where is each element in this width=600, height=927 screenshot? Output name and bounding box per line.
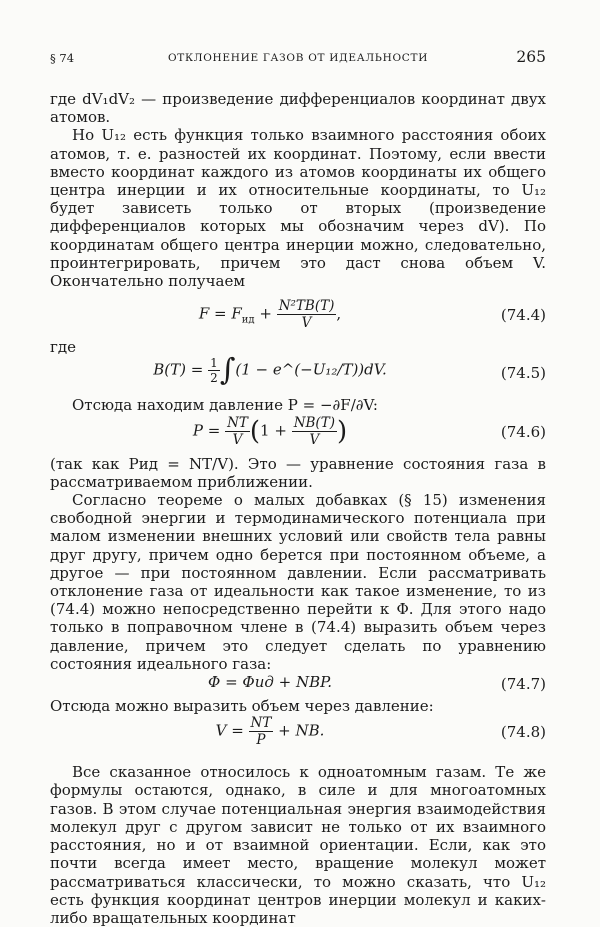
fraction: $\frac{NT}{V}$ bbox=[227, 414, 248, 448]
paragraph-7: Отсюда можно выразить объем через давление: bbox=[50, 697, 434, 716]
fraction: $\frac{1}{2}$ bbox=[210, 356, 218, 386]
fraction: $\frac{NT}{P}$ bbox=[250, 715, 272, 749]
paragraph-4: Отсюда находим давление P = −∂F/∂V: bbox=[72, 396, 378, 415]
paragraph-1: где dV₁dV₂ — произведение дифференциалов координат двух атомов. bbox=[50, 90, 546, 127]
equation-number: (74.7) bbox=[500, 675, 546, 694]
equation-number: (74.5) bbox=[500, 364, 546, 383]
equation-number: (74.4) bbox=[500, 306, 546, 325]
equation-74-8-formula: V = $\frac{NT}{P}$ + NB. bbox=[215, 715, 325, 749]
fraction: $\frac{\text{N²TB(T)}}{V}$ bbox=[278, 298, 335, 332]
fraction: $\frac{NB(T)}{V}$ bbox=[293, 414, 335, 448]
equation-74-5-formula: B(T) = $\frac{1}{2}$ ∫(1 − e^(−U₁₂/T))dV. bbox=[153, 352, 387, 388]
running-head bbox=[50, 48, 546, 72]
paragraph-8: Все сказанное относилось к одноатомным газам. Те же формулы остаются, однако, в силе и для многоатомных газов. В этом случае потенциальная энергия взаимодействия молекул друг с другом зависит не только от их взаимного расстояния, но и от взаимной ориентации. Если, как это почти всегда имеет место, вращение молекул может рассматриваться классически, то можно сказать, что U₁₂ есть функция координат центров инерции молекул и каких-либо вращательных координат bbox=[50, 763, 546, 927]
paragraph-2: Но U₁₂ есть функция только взаимного расстояния обоих атомов, т. е. разностей их координат. Поэтому, если ввести вместо координат каждого из атомов координаты их общего центра инерции и их относительные координаты, то U₁₂ будет зависеть только от вторых (произведение дифференциалов которых мы обозначим через dV). По координатам общего центра инерции можно, следовательно, проинтегрировать, причем это даст снова объем V. Окончательно получаем bbox=[50, 126, 546, 291]
section-number: § 74 bbox=[50, 51, 75, 65]
equation-74-7-formula: Φ = Φид + NBP. bbox=[208, 673, 332, 692]
equation-74-6-formula: P = $\frac{NT}{V}$ (1 + $\frac{NB(T)}{V}$ ) bbox=[192, 414, 348, 448]
equation-number: (74.6) bbox=[500, 422, 546, 441]
integral-sign: ∫ bbox=[219, 352, 236, 388]
equation-74-4 bbox=[50, 298, 546, 338]
chapter-title: ОТКЛОНЕНИЕ ГАЗОВ ОТ ИДЕАЛЬНОСТИ bbox=[167, 52, 429, 64]
page-body bbox=[50, 90, 546, 927]
equation-74-7 bbox=[50, 673, 546, 697]
equation-74-4-formula: $F = F_{ид}$ + $\frac{\text{N²TB(T)}}{V}$ , bbox=[198, 298, 342, 332]
paragraph-3: где bbox=[50, 338, 76, 357]
book-page bbox=[50, 48, 546, 927]
page-number: 265 bbox=[516, 48, 546, 66]
equation-74-6 bbox=[50, 415, 546, 455]
equation-number: (74.8) bbox=[500, 723, 546, 742]
equation-74-8 bbox=[50, 715, 546, 755]
equation-74-5 bbox=[50, 352, 546, 396]
paragraph-5: (так как Pид = NT/V). Это — уравнение состояния газа в рассматриваемом приближении. bbox=[50, 454, 546, 491]
paragraph-6: Согласно теореме о малых добавках (§ 15) изменения свободной энергии и термодинамического потенциала при малом изменении внешних условий или свойств тела равны друг другу, причем одно берется при постоянном объеме, а другое — при постоянном давлении. Если рассматривать отклонение газа от идеальности как такое изменение, то из (74.4) можно непосредственно перейти к Φ. Для этого надо только в поправочном члене в (74.4) выразить объем через давление, причем это следует сделать по уравнению состояния идеального газа: bbox=[50, 491, 546, 673]
